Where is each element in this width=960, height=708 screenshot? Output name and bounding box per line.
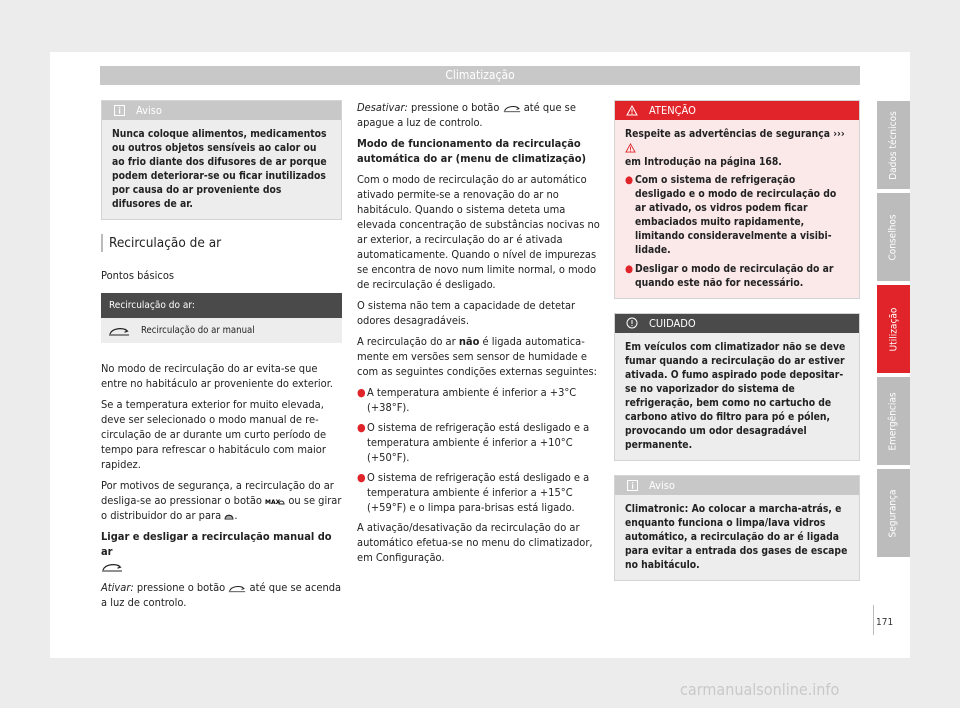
recirculation-icon [228,581,246,594]
divider [873,605,874,635]
list-item: ● Com o sistema de refrigeração desligado e o modo de recirculação do ar ativado, os vidros podem ficar embaciados muito rapidamente, limitando consideravelmente a visibilidade. [625,174,837,256]
atencao-box: ATENÇÃO Respeite as advertências de segurança ››› em Introdução na página 168. ● Com o sistema de refrigeração desligado e o modo de recirculação do ar ativado, os vidros podem ficar embaciados muito rapidamente, limitando consideravelmente a visibilidade. ● Desligar o modo de recirculação do ar quando este não for necessário. [614,100,860,299]
list-item: ● Desligar o modo de recirculação do ar quando este não for necessário. [625,263,834,289]
aviso-box [101,100,342,220]
page-number: 171 [876,617,894,628]
svg-text:MAX: MAX [265,498,281,506]
bullet-icon: ● [357,386,366,399]
chapter-header: Climatização [100,66,860,85]
page-reference-link[interactable]: em Introdução na página 168 [625,156,779,168]
tab-dados-tecnicos[interactable]: Dados técnicos [877,101,910,189]
tab-emergencias[interactable]: Emergências [877,377,910,465]
paragraph: No modo de recirculação do ar evita-se que entre no habitáculo ar proveniente do exterior. [101,362,333,390]
table-row [101,318,342,343]
column-1 [101,100,342,616]
paragraph: A recirculação do ar não é ligada automaticamente em versões sem sensor de humidade e com as seguintes condições externas seguintes: [357,335,597,378]
watermark: carmanualsonline.info [680,680,840,699]
paragraph: Se a temperatura exterior for muito elevada, deve ser selecionado o modo manual de recirculação de ar durante um curto período de tempo para refrescar o habitáculo com maior rapidez. [101,398,327,471]
table-cell-label: Recirculação do ar manual [137,318,342,343]
aviso-text: Nunca coloque alimentos, medicamentos ou outros objetos sensíveis ao calor ou ao frio diante dos difusores de ar porque podem deteriorar-se ou ficar inutilizados por causa do ar proveniente dos difusores de ar. [102,120,341,219]
bullet-icon: ● [625,174,634,186]
subtitle: Pontos básicos [101,269,175,282]
recirculation-icon [101,560,123,573]
info-icon [625,476,639,495]
tab-conselhos[interactable]: Conselhos [877,193,910,281]
paragraph: O sistema não tem a capacidade de detetar odores desagradáveis. [357,299,576,327]
column-2 [357,100,601,571]
aviso2-box [614,475,860,581]
paragraph: Desativar: pressione o botão até que se apague a luz de controlo. [357,101,576,129]
windshield-icon [224,509,234,522]
tab-utilizacao[interactable]: Utilização [877,285,910,373]
subheading: Modo de funcionamento da recirculação automática do ar (menu de climatização) [357,137,587,165]
atencao-title: ATENÇÃO [649,104,696,117]
info-icon [112,101,126,120]
cuidado-text: Em veículos com climatizador não se deve fumar quando a recirculação do ar estiver ativada. O fumo aspirado pode depositar-se no vaporizador do sistema de refrigeração, bem como no cartucho de carbono ativo do filtro para pó e pólen, provocando um odor desagradável permanente. [615,333,859,460]
cuidado-box [614,313,860,461]
paragraph: Por motivos de segurança, a recirculação do ar desliga-se ao pressionar o botão MAX ou se girar o distribuidor do ar para . [101,479,342,522]
column-3 [614,100,860,595]
paragraph: Ativar: pressione o botão até que se acenda a luz de controlo. [101,581,342,609]
aviso2-text: Climatronic: Ao colocar a marcha-atrás, e enquanto funciona o limpa/lava vidros automático, a recirculação do ar é ligada para evitar a entrada dos gases de escape no habitáculo. [615,495,859,580]
table-header: Recirculação do ar: [101,293,342,318]
cuidado-title: CUIDADO [649,317,696,330]
bullet-icon: ● [357,421,366,434]
paragraph: Com o modo de recirculação do ar automático ativado permite-se a renovação do ar no habitáculo. Quando o sistema deteta uma elevada concentração de substâncias nocivas no ar exterior, a recirculação do ar é ativada automaticamente. Quando o nível de impurezas se encontra de novo num limite normal, o modo de recirculação é desligado. [357,173,600,291]
list-item: ● O sistema de refrigeração está desligado e a temperatura ambiente é inferior a +10°C (+50°F). [357,421,590,464]
caution-icon [625,314,639,333]
side-tabs [877,101,910,561]
max-defrost-icon [265,494,285,507]
list-item: ● A temperatura ambiente é inferior a +3°C (+38°F). [357,386,577,414]
section-title: Recirculação de ar [101,234,342,252]
warning-icon [625,142,636,154]
recirculation-icon [108,325,130,336]
warning-icon [625,101,639,120]
aviso-title: Aviso [136,104,162,117]
paragraph: A ativação/desativação da recirculação do ar automático efetua-se no menu do climatizador, em Configuração. [357,521,593,564]
aviso2-title: Aviso [649,479,675,492]
tab-seguranca[interactable]: Segurança [877,469,910,557]
subheading: Ligar e desligar a recirculação manual do ar [101,529,342,574]
recirculation-table [101,293,342,343]
recirculation-icon [503,101,521,114]
list-item: ● O sistema de refrigeração está desligado e a temperatura ambiente é inferior a +15°C (+59°F) e o limpa para-brisas está ligado. [357,471,590,514]
bullet-icon: ● [357,471,366,484]
bullet-icon: ● [625,263,634,275]
